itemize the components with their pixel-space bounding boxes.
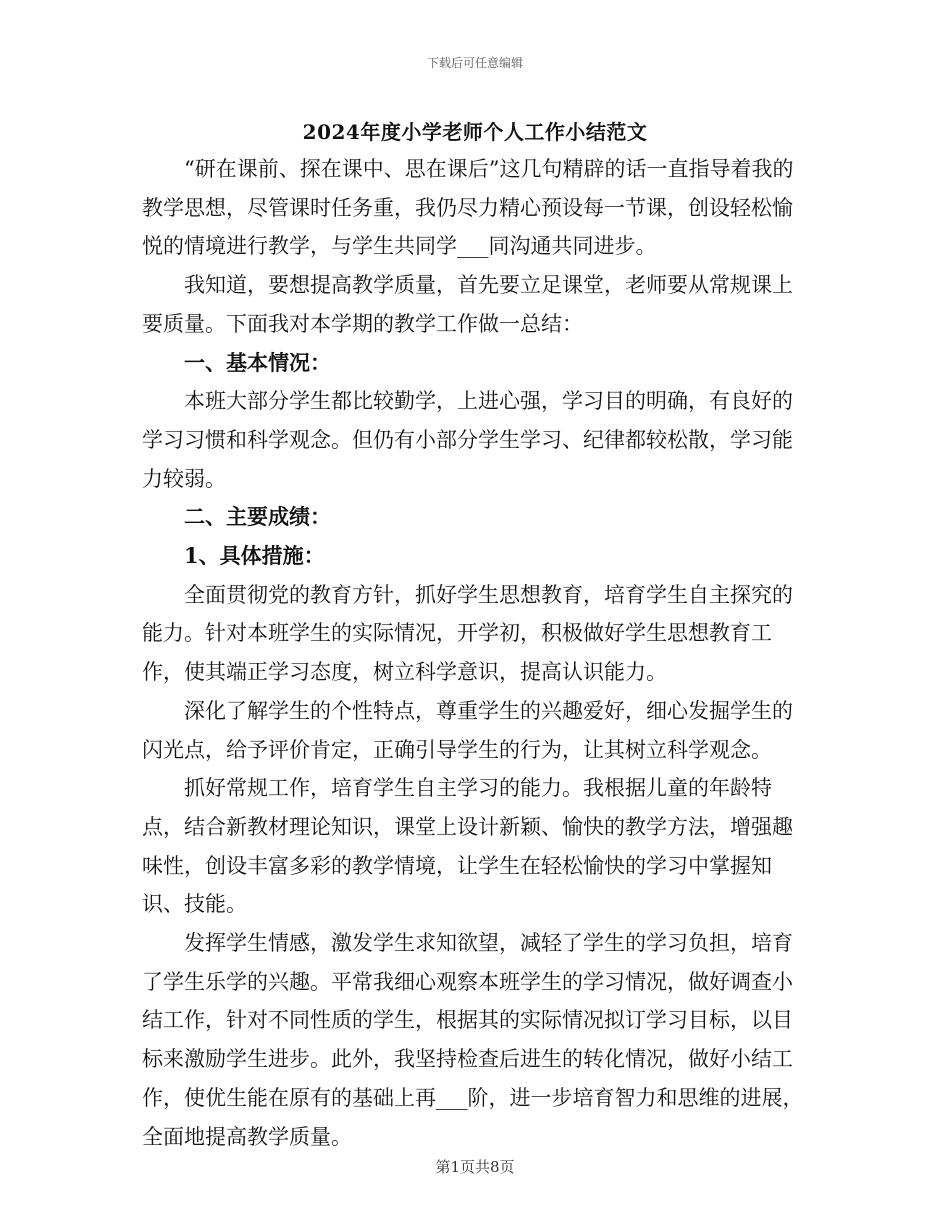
paragraph-class-situation: 本班大部分学生都比较勤学，上进心强，学习目的明确，有良好的学习习惯和科学观念。但仍有小部分学生学习、纪律都较松散，学习能力较弱。 — [142, 389, 793, 491]
page-header-note: 下载后可任意编辑 — [426, 56, 523, 70]
paragraph-measures-3: 抓好常规工作，培育学生自主学习的能力。我根据儿童的年龄特点，结合新教材理论知识，课堂上设计新颖、愉快的教学方法，增强趣味性，创设丰富多彩的教学情境，让学生在轻松愉快的学习中掌握知识、技能。 — [142, 776, 793, 917]
paragraph-measures-2: 深化了解学生的个性特点，尊重学生的兴趣爱好，细心发掘学生的闪光点，给予评价肯定，正确引导学生的行为，让其树立科学观念。 — [142, 698, 793, 762]
section-heading-main-achievements: 二、主要成绩： — [184, 504, 331, 530]
paragraph-overview: 我知道，要想提高教学质量，首先要立足课堂，老师要从常规课上要质量。下面我对本学期的教学工作做一总结： — [142, 273, 793, 336]
document-title: 2024年度小学老师个人工作小结范文 — [302, 120, 648, 144]
paragraph-intro: “研在课前、探在课中、思在课后”这几句精辟的话一直指导着我的教学思想，尽管课时任务重，我仍尽力精心预设每一节课，创设轻松愉悦的情境进行教学，与学生共同学___同沟通共同进步。 — [142, 157, 794, 259]
document-body — [142, 150, 810, 1156]
paragraph-measures-1: 全面贯彻党的教育方针，抓好学生思想教育，培育学生自主探究的能力。针对本班学生的实际情况，开学初，积极做好学生思想教育工作，使其端正学习态度，树立科学意识，提高认识能力。 — [142, 582, 793, 685]
paragraph-measures-4: 发挥学生情感，激发学生求知欲望，减轻了学生的学习负担，培育了学生乐学的兴趣。平常我细心观察本班学生的学习情况，做好调查小结工作，针对不同性质的学生，根据其的实际情况拟订学习目标，以目标来激励学生进步。此外，我坚持检查后进生的转化情况，做好小结工作，使优生能在原有的基础上再___阶，进一步培育智力和思维的进展，全面地提高教学质量。 — [142, 931, 804, 1149]
subsection-heading-measures: 1、具体措施： — [184, 543, 325, 569]
page-footer-page-number: 第1页共8页 — [435, 1158, 515, 1176]
section-heading-basic-situation: 一、基本情况： — [184, 349, 331, 375]
